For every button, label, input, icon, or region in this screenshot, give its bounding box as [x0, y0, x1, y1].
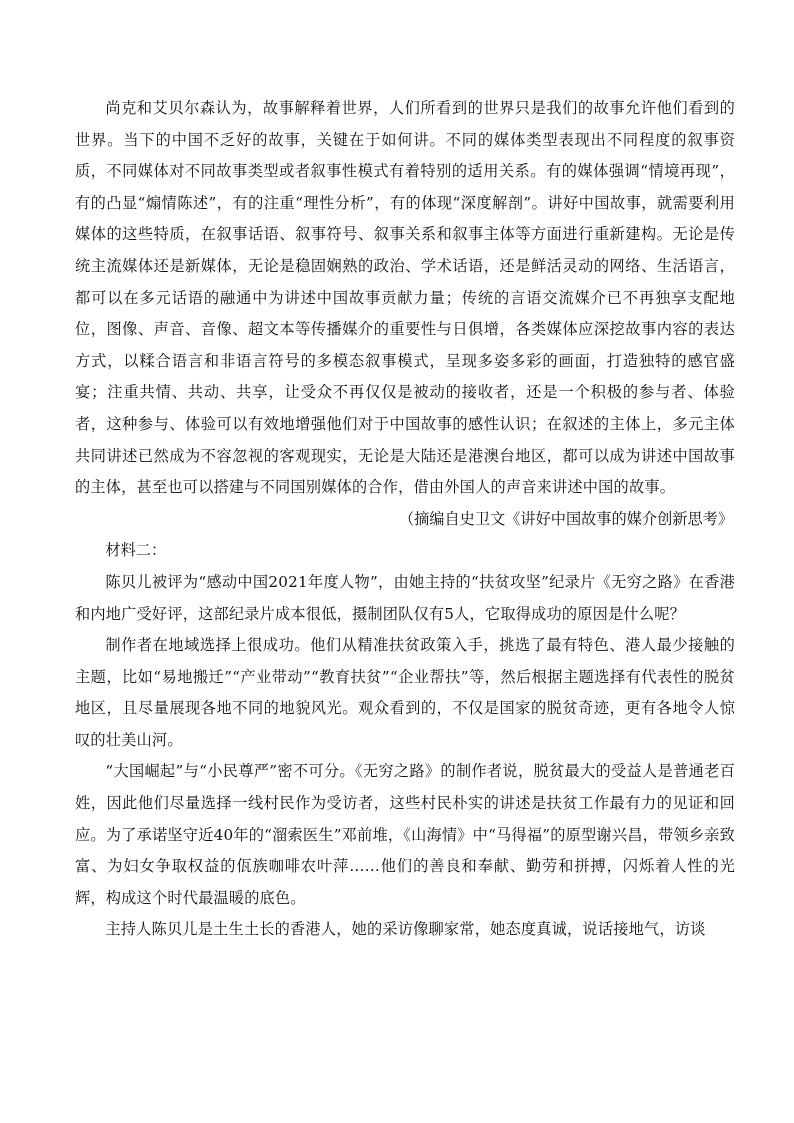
- document-page: [75, 93, 735, 946]
- material-two-heading: 材料二：: [105, 541, 167, 560]
- paragraph-question: 陈贝儿被评为“感动中国2021年度人物”，由她主持的“扶贫攻坚”纪录片《无穷之路》在香港和内地广受好评，这部纪录片成本很低，摄制团队仅有5人，它取得成功的原因是什么呢？: [75, 572, 735, 623]
- paragraph-region-selection: 制作者在地域选择上很成功。他们从精准扶贫政策入手，挑选了最有特色、港人最少接触的主题，比如“易地搬迁”“产业带动”“教育扶贫”“企业帮扶”等，然后根据主题选择有代表性的脱贫地区，且尽量展现各地不同的地貌风光。观众看到的，不仅是国家的脱贫奇迹，更有各地令人惊叹的壮美山河。: [75, 636, 735, 749]
- paragraph-host: 主持人陈贝儿是土生土长的香港人，她的采访像聊家常，她态度真诚，说话接地气，访谈: [105, 920, 706, 939]
- paragraph-national-rise: “大国崛起”与“小民尊严”密不可分。《无穷之路》的制作者说，脱贫最大的受益人是普通老百姓，因此他们尽量选择一线村民作为受访者，这些村民朴实的讲述是扶贫工作最有力的见证和回应。为了承诺坚守近40年的“溜索医生”邓前堆，《山海情》中“马得福”的原型谢兴昌，带领乡亲致富、为妇女争取权益的佤族咖啡农叶萍……他们的善良和奉献、勤劳和拼搏，闪烁着人性的光辉，构成这个时代最温暖的底色。: [75, 762, 735, 907]
- source-citation: （摘编自史卫文《讲好中国故事的媒介创新思考》: [398, 509, 733, 528]
- paragraph-material-one-body: 尚克和艾贝尔森认为，故事解释着世界，人们所看到的世界只是我们的故事允许他们看到的世界。当下的中国不乏好的故事，关键在于如何讲。不同的媒体类型表现出不同程度的叙事资质，不同媒体对不同故事类型或者叙事性模式有着特别的适用关系。有的媒体强调“情境再现”，有的凸显“煽情陈述”，有的注重“理性分析”，有的体现“深度解剖”。讲好中国故事，就需要利用媒体的这些特质，在叙事话语、叙事符号、叙事关系和叙事主体等方面进行重新建构。无论是传统主流媒体还是新媒体，无论是稳固娴熟的政治、学术话语，还是鲜活灵动的网络、生活语言，都可以在多元话语的融通中为讲述中国故事贡献力量；传统的言语交流媒介已不再独享支配地位，图像、声音、音像、超文本等传播媒介的重要性与日俱增，各类媒体应深挖故事内容的表达方式，以糅合语言和非语言符号的多模态叙事模式，呈现多姿多彩的画面，打造独特的感官盛宴；注重共情、共动、共享，让受众不再仅仅是被动的接收者，还是一个积极的参与者、体验者，这种参与、体验可以有效地增强他们对于中国故事的感性认识；在叙述的主体上，多元主体共同讲述已然成为不容忽视的客观现实，无论是大陆还是港澳台地区，都可以成为讲述中国故事的主体，甚至也可以搭建与不同国别媒体的合作，借由外国人的声音来讲述中国的故事。: [75, 99, 735, 497]
